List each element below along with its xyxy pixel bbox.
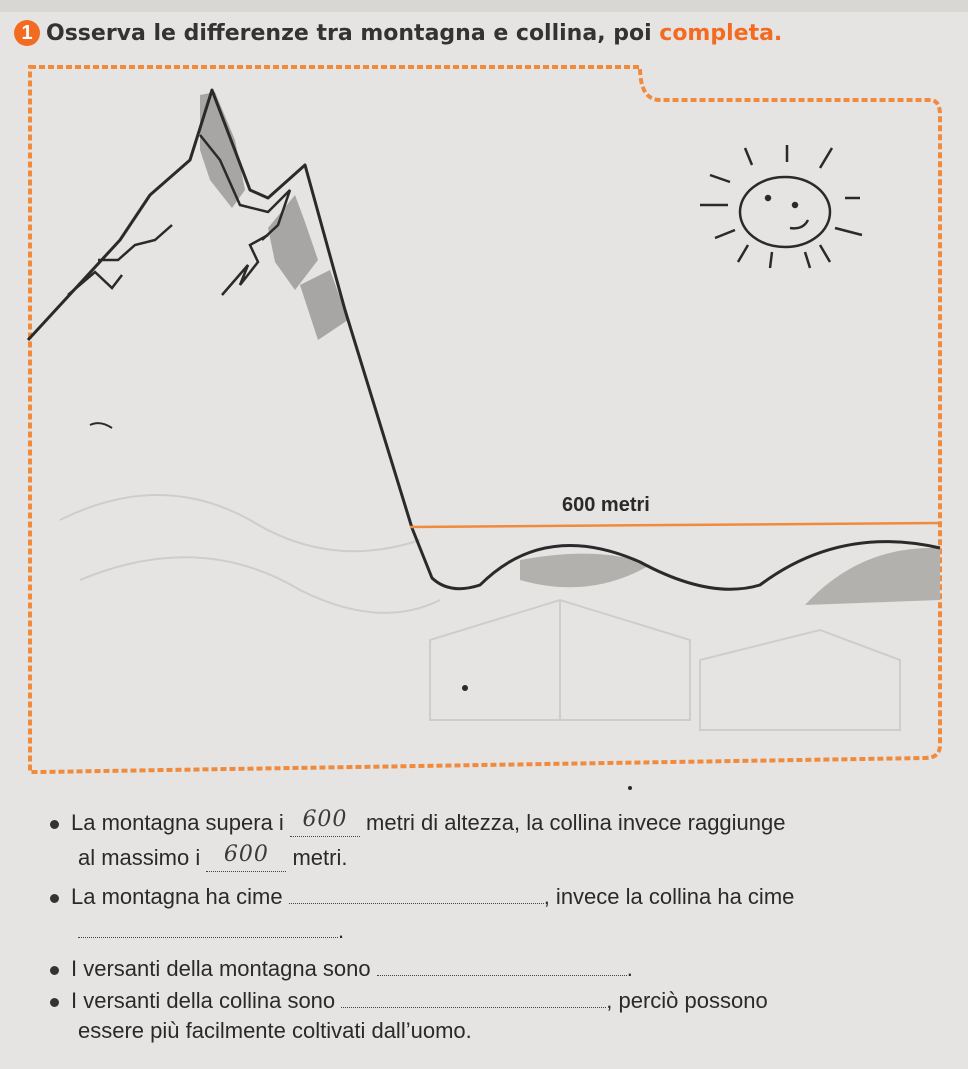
sentence-text: al massimo i: [78, 845, 207, 870]
sentence-2-continuation: [78, 915, 344, 944]
sentence-4: [50, 985, 768, 1014]
sentence-text: .: [626, 956, 633, 981]
sentence-text: I versanti della collina sono: [71, 988, 342, 1013]
sentence-1-continuation: [78, 842, 348, 872]
height-label: 600 metri: [562, 494, 650, 516]
sentence-text: , perciò possono: [606, 988, 768, 1013]
answer-blank[interactable]: [290, 807, 360, 837]
sentence-text: , invece la collina ha cime: [543, 884, 795, 909]
sentence-text: essere più facilmente coltivati dall’uomo.: [78, 1018, 472, 1043]
answer-blank[interactable]: [78, 915, 338, 938]
sentence-3: [50, 953, 633, 982]
sentence-text: .: [338, 918, 345, 943]
sentence-text: metri di altezza, la collina invece raggiunge: [359, 810, 786, 835]
instruction-accent: completa.: [659, 20, 783, 46]
answer-blank[interactable]: [289, 881, 544, 904]
answer-blank[interactable]: [377, 953, 627, 976]
bullet-icon: [50, 894, 59, 903]
sentence-text: La montagna supera i: [71, 810, 290, 835]
handwritten-answer: 600: [223, 842, 269, 867]
answer-blank[interactable]: [341, 985, 606, 1008]
exercise-number-badge: 1: [14, 20, 40, 46]
sentence-1: [50, 807, 786, 837]
bullet-icon: [50, 966, 59, 975]
sentence-4-continuation: [78, 1018, 472, 1044]
instruction-text: Osserva le differenze tra montagna e collina, poi: [46, 20, 660, 46]
bullet-icon: [50, 998, 59, 1007]
sentence-2: [50, 881, 794, 910]
answer-blank[interactable]: [206, 842, 286, 872]
sentence-text: I versanti della montagna sono: [71, 956, 377, 981]
sentence-text: La montagna ha cime: [71, 884, 289, 909]
bullet-icon: [50, 820, 59, 829]
handwritten-answer: 600: [302, 807, 348, 832]
sentence-text: metri.: [286, 845, 348, 870]
